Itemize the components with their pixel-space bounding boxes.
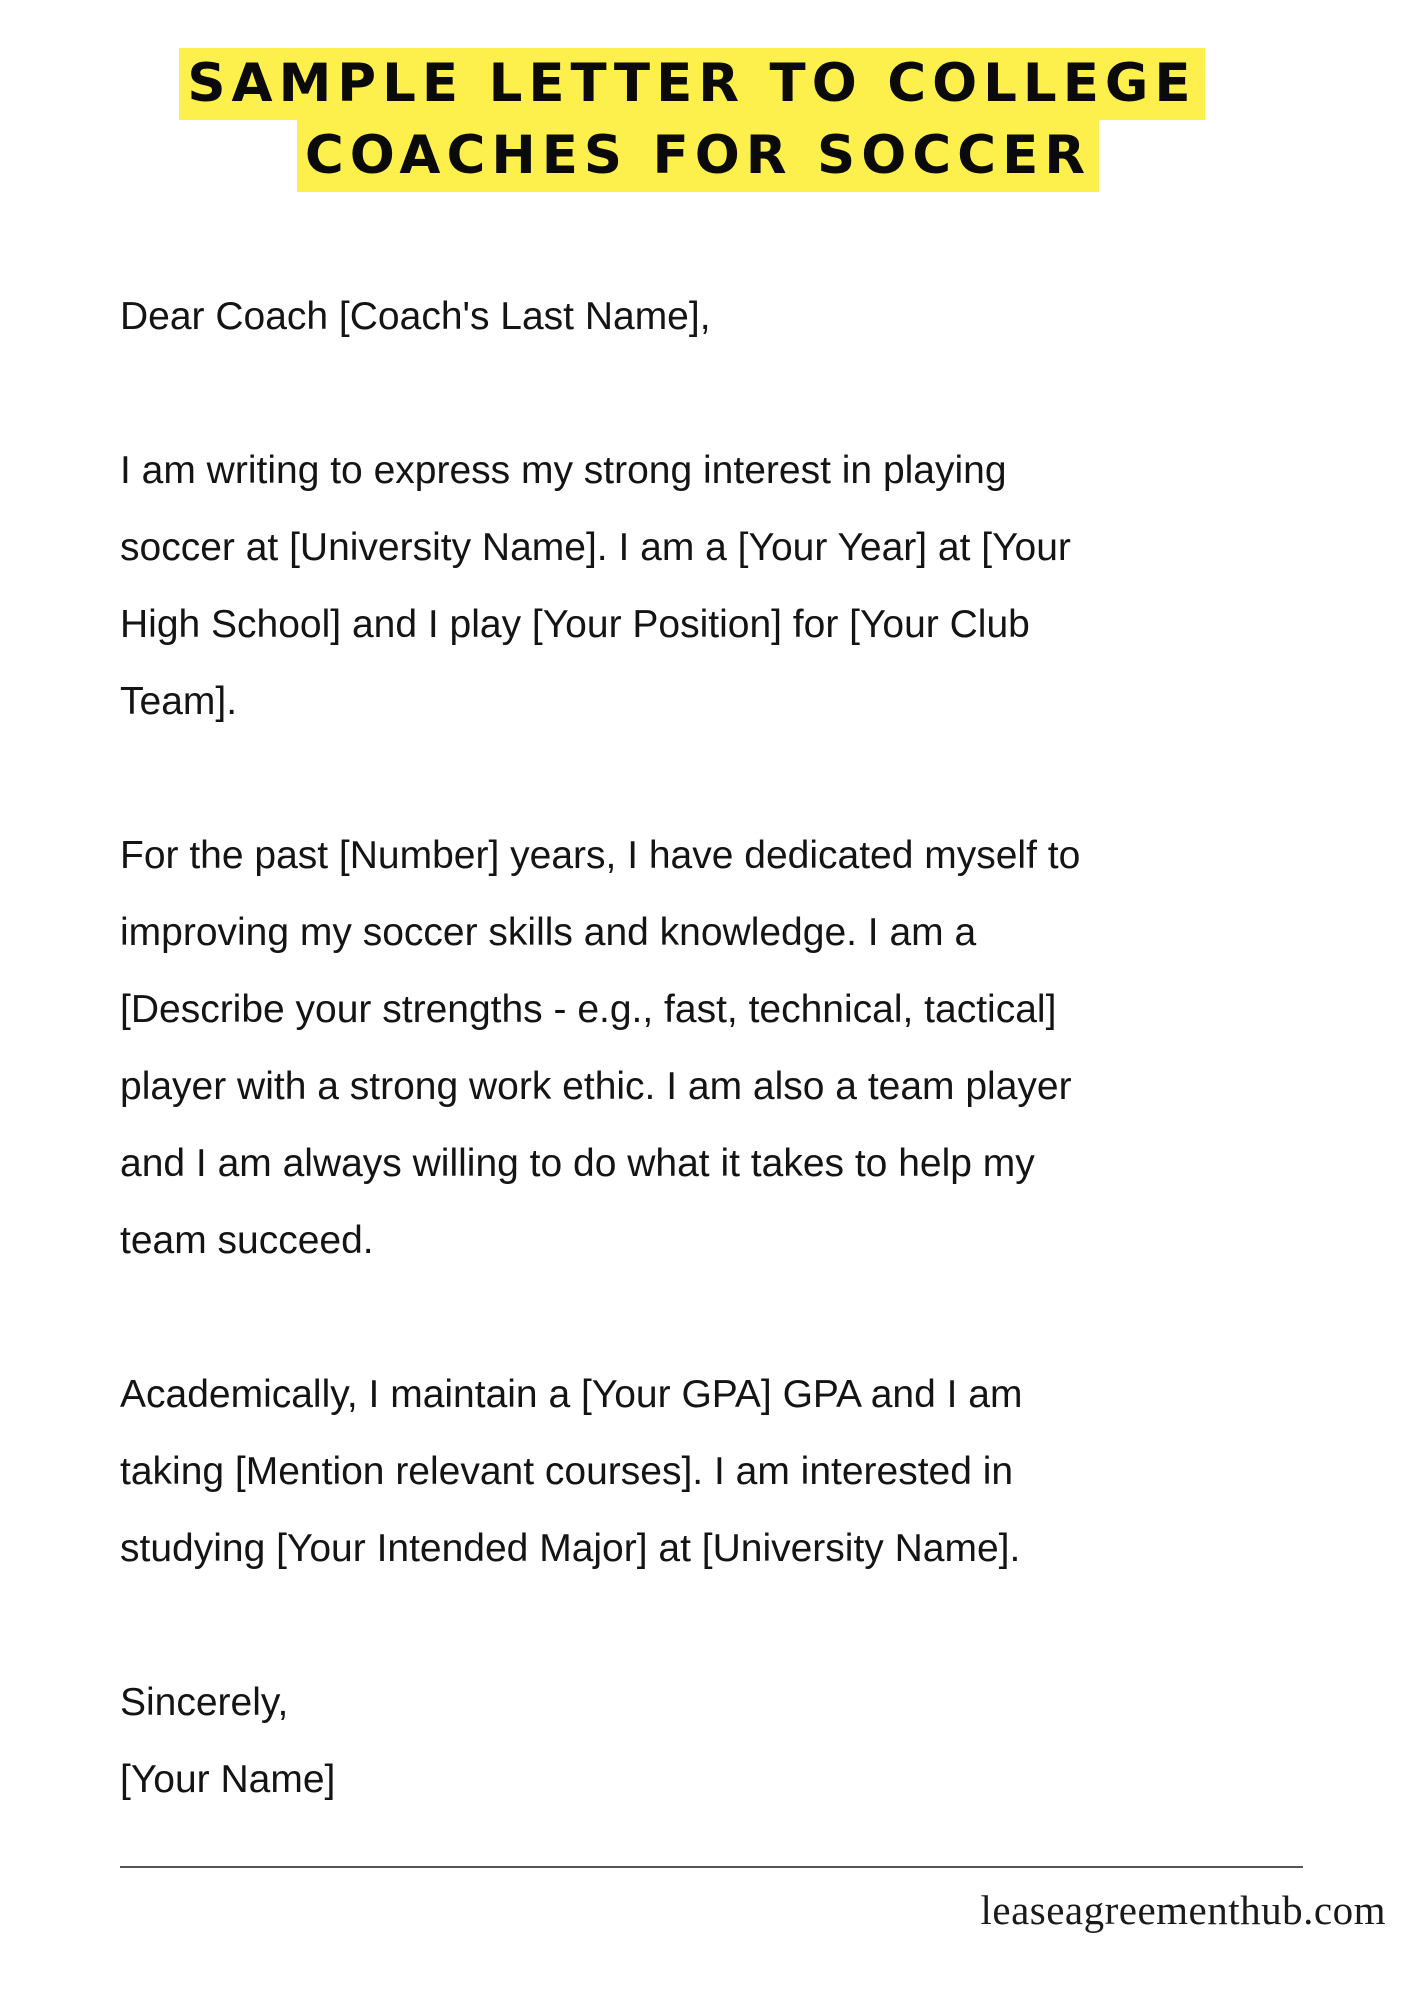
paragraph-line: soccer at [University Name]. I am a [Your Year] at [Your (120, 526, 1071, 569)
paragraph-line: High School] and I play [Your Position] for [Your Club (120, 603, 1030, 646)
paragraph-1 (120, 432, 1340, 740)
signature-placeholder: [Your Name] (120, 1758, 336, 1801)
salutation-text: Dear Coach [Coach's Last Name], (120, 295, 711, 338)
paragraph-2 (120, 817, 1340, 1279)
salutation (120, 278, 1340, 355)
paragraph-line: player with a strong work ethic. I am also a team player (120, 1065, 1072, 1108)
paragraph-line: I am writing to express my strong interest in playing (120, 449, 1007, 492)
paragraph-line: taking [Mention relevant courses]. I am interested in (120, 1450, 1014, 1493)
title-text-2: COACHES FOR SOCCER (297, 120, 1099, 192)
page-title (0, 48, 1414, 192)
paragraph-line: improving my soccer skills and knowledge. I am a (120, 911, 977, 954)
paragraph-3 (120, 1356, 1340, 1587)
paragraph-line: and I am always willing to do what it takes to help my (120, 1142, 1035, 1185)
letter-body (120, 278, 1340, 1818)
title-line-1 (0, 48, 1414, 120)
paragraph-line: Academically, I maintain a [Your GPA] GPA and I am (120, 1373, 1023, 1416)
sign-off (120, 1664, 1340, 1818)
footer-divider (120, 1866, 1303, 1868)
footer-brand: leaseagreementhub.com (980, 1887, 1386, 1933)
paragraph-line: Team]. (120, 680, 238, 723)
title-text-1: SAMPLE LETTER TO COLLEGE (179, 48, 1204, 120)
paragraph-line: [Describe your strengths - e.g., fast, technical, tactical] (120, 988, 1057, 1031)
paragraph-line: studying [Your Intended Major] at [University Name]. (120, 1527, 1021, 1570)
paragraph-line: team succeed. (120, 1219, 374, 1262)
paragraph-line: For the past [Number] years, I have dedicated myself to (120, 834, 1081, 877)
title-line-2 (0, 120, 1414, 192)
closing-text: Sincerely, (120, 1681, 289, 1724)
